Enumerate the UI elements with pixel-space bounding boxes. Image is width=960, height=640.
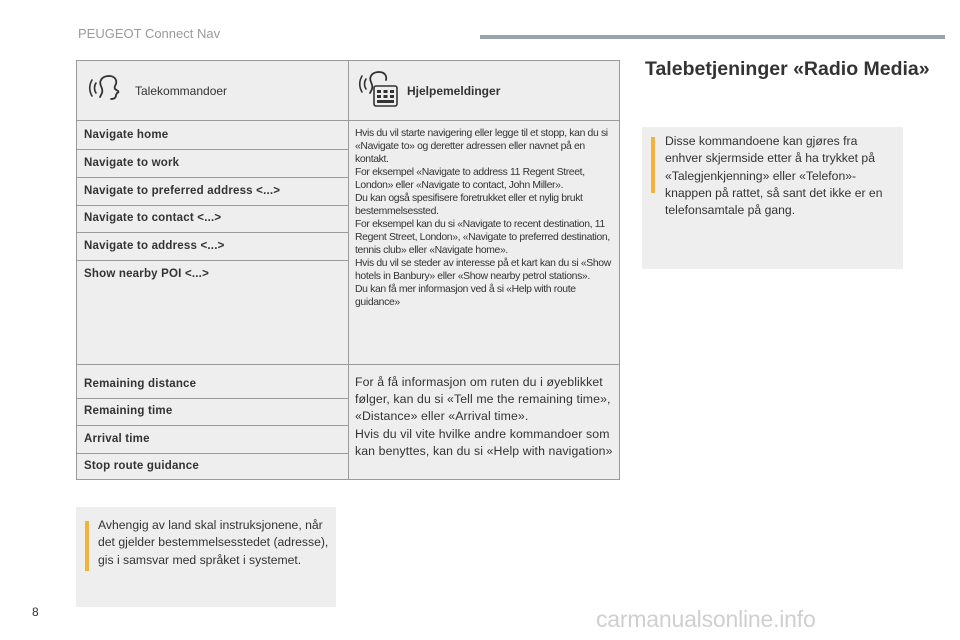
- voice-commands-table: [76, 60, 620, 480]
- row-divider: [77, 232, 348, 233]
- command-navigate-to-work: Navigate to work: [84, 157, 180, 169]
- info-bar: [651, 137, 655, 193]
- help-text-route-info: For å få informasjon om ruten du i øyeblikket følger, kan du si «Tell me the remaining time», «Distance» eller «Arrival time». Hvis du vil vite hvilke andre kommandoer som kan benyttes, kan du si «Help with navigation»: [355, 375, 613, 458]
- command-preferred-address: Navigate to preferred address <...>: [84, 185, 281, 197]
- row-divider: [77, 205, 348, 206]
- row-divider: [77, 425, 348, 426]
- info-note-radio-media: [642, 127, 903, 269]
- command-remaining-time: Remaining time: [84, 405, 173, 417]
- column-divider: [348, 61, 349, 479]
- table-header-row: [77, 61, 619, 121]
- col1-header-label: Talekommandoer: [135, 83, 228, 98]
- help-text-navigation: Hvis du vil starte navigering eller legge til et stopp, kan du si «Navigate to» og deretter adressen eller navnet på en kontakt. For eksempel «Navigate to address 11 Regent Street, London» eller «Navigate to contact, John Miller». Du kan også spesifisere foretrukket eller et nylig brukt bestemmelsessted. For eksempel kan du si «Navigate to recent destination, 11 Regent Street, London», «Navigate to preferred destination, tennis club» eller «Navigate home». Hvis du vil se steder av interesse på et kart kan du si «Show hotels in Banbury» eller «Show nearby petrol stations». Du kan få mer informasjon ved å si «Help with route guidance»: [355, 128, 611, 308]
- command-show-nearby-poi: Show nearby POI <...>: [84, 268, 209, 280]
- info-note-text: Avhengig av land skal instruksjonene, når det gjelder bestemmelsesstedet (adresse), gis i samsvar med språket i systemet.: [98, 518, 329, 567]
- header-rule: [480, 35, 945, 39]
- info-note-text: Disse kommandoene kan gjøres fra enhver skjermside etter å ha trykket på «Talegjenkjenning» eller «Telefon»-knappen på rattet, så sant det ikke er en telefonsamtale på gang.: [665, 134, 883, 218]
- row-divider: [77, 453, 348, 454]
- voice-command-icon: [87, 70, 127, 111]
- voice-help-grid-icon: [357, 68, 399, 113]
- info-note-language: [76, 507, 336, 607]
- command-arrival-time: Arrival time: [84, 433, 150, 445]
- header-title: PEUGEOT Connect Nav: [78, 26, 221, 41]
- col2-header-label: Hjelpemeldinger: [407, 83, 501, 98]
- info-bar: [85, 521, 89, 571]
- watermark: carmanualsonline.info: [596, 606, 816, 632]
- command-navigate-to-address: Navigate to address <...>: [84, 240, 225, 252]
- row-divider: [77, 260, 348, 261]
- command-navigate-to-contact: Navigate to contact <...>: [84, 212, 222, 224]
- command-remaining-distance: Remaining distance: [84, 378, 197, 390]
- row-divider: [77, 177, 348, 178]
- section-title: Talebetjeninger «Radio Media»: [645, 58, 930, 80]
- header-cell-commands: [87, 61, 342, 120]
- row-divider: [77, 149, 348, 150]
- group-divider: [77, 364, 619, 365]
- command-navigate-home: Navigate home: [84, 129, 169, 141]
- command-stop-route-guidance: Stop route guidance: [84, 460, 199, 472]
- header-cell-help: [357, 61, 612, 120]
- page-number: 8: [32, 605, 39, 619]
- row-divider: [77, 398, 348, 399]
